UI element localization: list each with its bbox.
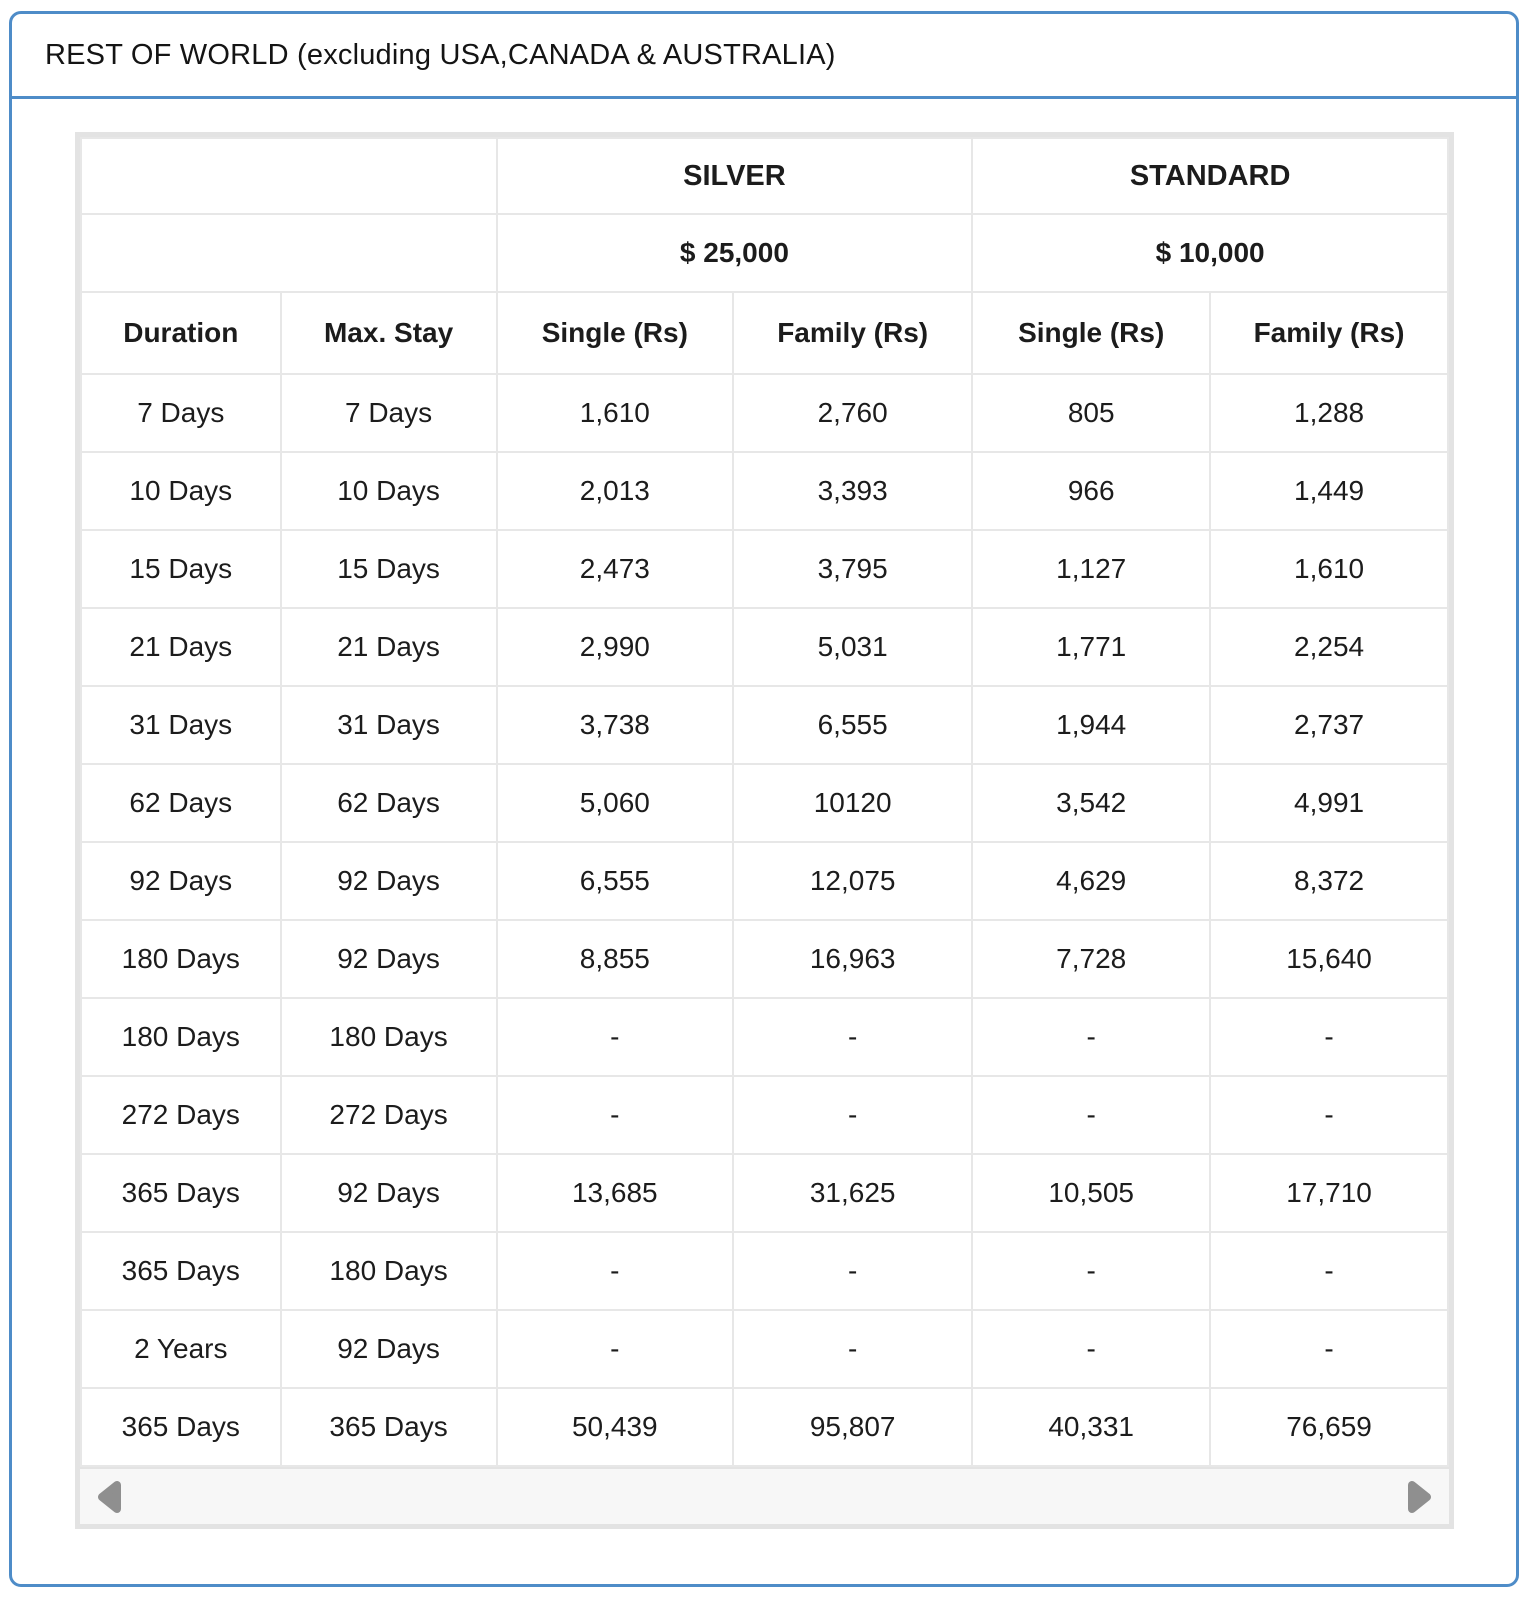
standard-family-cell: 17,710: [1210, 1154, 1448, 1232]
silver-single-cell: -: [497, 1310, 733, 1388]
max-stay-cell: 272 Days: [281, 1076, 497, 1154]
table-row: [81, 686, 1448, 764]
duration-cell: 10 Days: [81, 452, 281, 530]
standard-family-cell: 4,991: [1210, 764, 1448, 842]
table-row: [81, 1154, 1448, 1232]
silver-family-cell: 6,555: [733, 686, 972, 764]
column-header-duration: Duration: [81, 292, 281, 374]
silver-family-cell: 10120: [733, 764, 972, 842]
max-stay-cell: 180 Days: [281, 1232, 497, 1310]
table-row: [81, 842, 1448, 920]
standard-family-cell: 76,659: [1210, 1388, 1448, 1466]
horizontal-scrollbar-track[interactable]: [80, 1467, 1449, 1524]
pricing-table-container: [75, 132, 1454, 1529]
silver-family-cell: 5,031: [733, 608, 972, 686]
standard-single-cell: 1,944: [972, 686, 1210, 764]
duration-cell: 180 Days: [81, 920, 281, 998]
silver-single-cell: 8,855: [497, 920, 733, 998]
duration-cell: 21 Days: [81, 608, 281, 686]
silver-family-cell: 3,393: [733, 452, 972, 530]
silver-single-cell: 1,610: [497, 374, 733, 452]
silver-family-cell: -: [733, 1310, 972, 1388]
silver-single-cell: 3,738: [497, 686, 733, 764]
max-stay-cell: 92 Days: [281, 842, 497, 920]
standard-single-cell: -: [972, 1310, 1210, 1388]
standard-family-cell: 1,449: [1210, 452, 1448, 530]
table-row: [81, 530, 1448, 608]
standard-family-cell: -: [1210, 998, 1448, 1076]
silver-family-cell: -: [733, 1076, 972, 1154]
rest-of-world-panel: [9, 11, 1519, 1587]
table-row: [81, 998, 1448, 1076]
silver-single-cell: 6,555: [497, 842, 733, 920]
standard-single-cell: 4,629: [972, 842, 1210, 920]
standard-single-cell: 1,127: [972, 530, 1210, 608]
table-row: [81, 920, 1448, 998]
scroll-right-arrow-icon: [1407, 1479, 1433, 1515]
max-stay-cell: 15 Days: [281, 530, 497, 608]
blank-header-cell: [81, 214, 497, 292]
silver-family-cell: 16,963: [733, 920, 972, 998]
duration-cell: 365 Days: [81, 1154, 281, 1232]
plan-name-row: [81, 138, 1448, 214]
max-stay-cell: 92 Days: [281, 920, 497, 998]
silver-family-cell: 95,807: [733, 1388, 972, 1466]
standard-family-cell: 8,372: [1210, 842, 1448, 920]
standard-single-cell: 7,728: [972, 920, 1210, 998]
duration-cell: 2 Years: [81, 1310, 281, 1388]
standard-single-cell: -: [972, 1076, 1210, 1154]
max-stay-cell: 31 Days: [281, 686, 497, 764]
standard-single-cell: 10,505: [972, 1154, 1210, 1232]
panel-body: [12, 99, 1516, 1529]
standard-family-cell: 2,737: [1210, 686, 1448, 764]
silver-family-cell: 12,075: [733, 842, 972, 920]
silver-single-cell: 2,013: [497, 452, 733, 530]
duration-cell: 7 Days: [81, 374, 281, 452]
max-stay-cell: 365 Days: [281, 1388, 497, 1466]
max-stay-cell: 21 Days: [281, 608, 497, 686]
pricing-table: [80, 137, 1449, 1467]
plan-name-silver: SILVER: [497, 138, 973, 214]
silver-family-cell: -: [733, 998, 972, 1076]
column-header-standard-single: Single (Rs): [972, 292, 1210, 374]
max-stay-cell: 180 Days: [281, 998, 497, 1076]
column-header-standard-family: Family (Rs): [1210, 292, 1448, 374]
plan-name-standard: STANDARD: [972, 138, 1448, 214]
scroll-left-arrow-icon: [96, 1479, 122, 1515]
table-row: [81, 608, 1448, 686]
column-header-silver-family: Family (Rs): [733, 292, 972, 374]
panel-title: REST OF WORLD (excluding USA,CANADA & AUSTRALIA): [12, 14, 1516, 99]
standard-family-cell: -: [1210, 1232, 1448, 1310]
max-stay-cell: 10 Days: [281, 452, 497, 530]
standard-single-cell: 966: [972, 452, 1210, 530]
max-stay-cell: 92 Days: [281, 1310, 497, 1388]
standard-family-cell: 2,254: [1210, 608, 1448, 686]
standard-single-cell: 1,771: [972, 608, 1210, 686]
table-row: [81, 1388, 1448, 1466]
standard-single-cell: 3,542: [972, 764, 1210, 842]
duration-cell: 365 Days: [81, 1232, 281, 1310]
table-row: [81, 374, 1448, 452]
max-stay-cell: 92 Days: [281, 1154, 497, 1232]
duration-cell: 365 Days: [81, 1388, 281, 1466]
standard-family-cell: -: [1210, 1076, 1448, 1154]
silver-single-cell: 2,473: [497, 530, 733, 608]
standard-single-cell: -: [972, 1232, 1210, 1310]
table-row: [81, 1232, 1448, 1310]
standard-family-cell: -: [1210, 1310, 1448, 1388]
silver-single-cell: 13,685: [497, 1154, 733, 1232]
blank-header-cell: [81, 138, 497, 214]
max-stay-cell: 62 Days: [281, 764, 497, 842]
column-header-row: [81, 292, 1448, 374]
silver-single-cell: 5,060: [497, 764, 733, 842]
standard-family-cell: 1,288: [1210, 374, 1448, 452]
standard-single-cell: 40,331: [972, 1388, 1210, 1466]
duration-cell: 62 Days: [81, 764, 281, 842]
table-row: [81, 1076, 1448, 1154]
silver-single-cell: -: [497, 998, 733, 1076]
duration-cell: 31 Days: [81, 686, 281, 764]
scroll-left-button[interactable]: [96, 1479, 122, 1515]
column-header-max-stay: Max. Stay: [281, 292, 497, 374]
silver-single-cell: -: [497, 1076, 733, 1154]
silver-family-cell: 31,625: [733, 1154, 972, 1232]
standard-family-cell: 1,610: [1210, 530, 1448, 608]
duration-cell: 272 Days: [81, 1076, 281, 1154]
table-row: [81, 1310, 1448, 1388]
duration-cell: 92 Days: [81, 842, 281, 920]
sum-insured-silver: $ 25,000: [497, 214, 973, 292]
scroll-right-button[interactable]: [1407, 1479, 1433, 1515]
table-row: [81, 452, 1448, 530]
max-stay-cell: 7 Days: [281, 374, 497, 452]
duration-cell: 180 Days: [81, 998, 281, 1076]
silver-family-cell: 2,760: [733, 374, 972, 452]
duration-cell: 15 Days: [81, 530, 281, 608]
silver-single-cell: 2,990: [497, 608, 733, 686]
standard-single-cell: 805: [972, 374, 1210, 452]
standard-single-cell: -: [972, 998, 1210, 1076]
table-row: [81, 764, 1448, 842]
silver-family-cell: 3,795: [733, 530, 972, 608]
column-header-silver-single: Single (Rs): [497, 292, 733, 374]
silver-single-cell: -: [497, 1232, 733, 1310]
sum-insured-row: [81, 214, 1448, 292]
silver-family-cell: -: [733, 1232, 972, 1310]
sum-insured-standard: $ 10,000: [972, 214, 1448, 292]
pricing-table-body: [81, 374, 1448, 1466]
standard-family-cell: 15,640: [1210, 920, 1448, 998]
silver-single-cell: 50,439: [497, 1388, 733, 1466]
